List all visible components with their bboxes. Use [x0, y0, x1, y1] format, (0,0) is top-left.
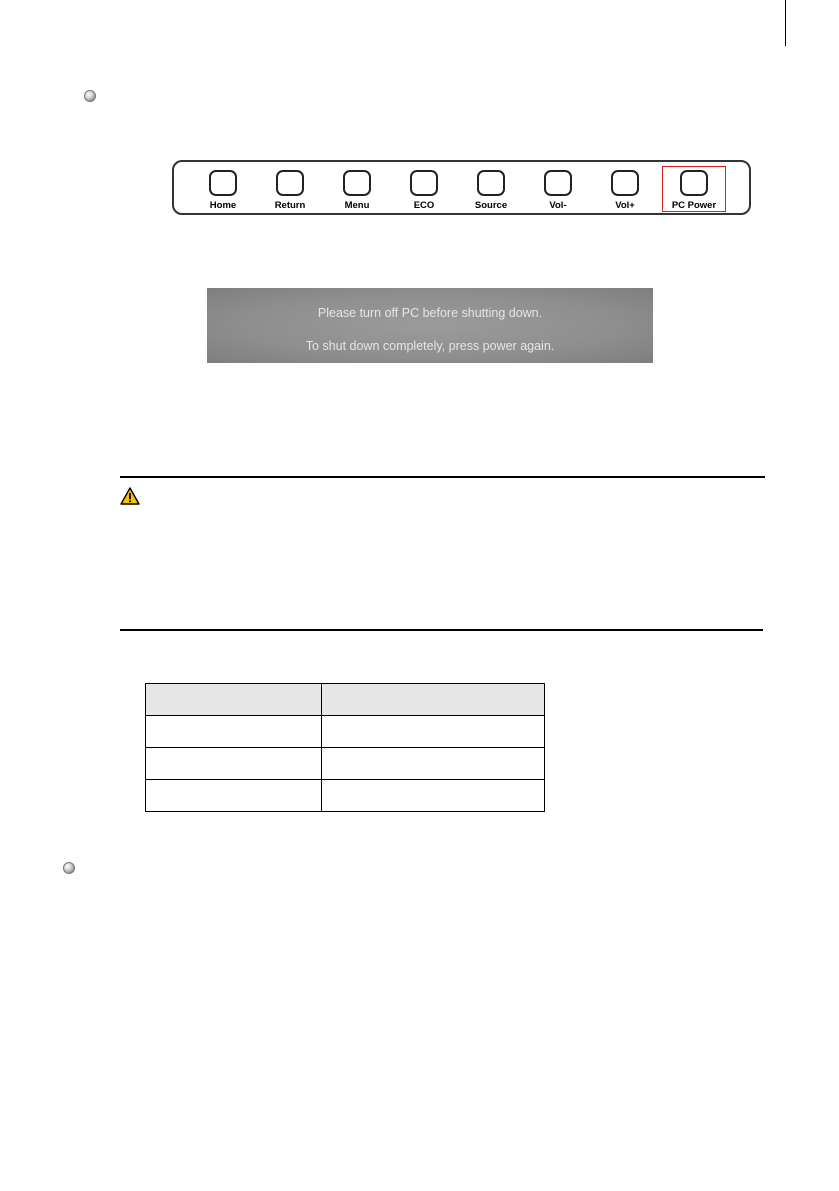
- panel-button-label: Vol+: [615, 200, 635, 211]
- table-header-cell: [146, 684, 322, 716]
- vol-up-key-icon: [611, 170, 639, 196]
- panel-button-label: ECO: [413, 200, 435, 211]
- table-header-cell: [322, 684, 545, 716]
- button-panel-diagram: [172, 160, 751, 215]
- panel-button-label: Menu: [344, 200, 370, 211]
- panel-button-vol-down: [524, 170, 592, 214]
- pc-power-key-icon: [680, 170, 708, 196]
- panel-button-label: Vol-: [549, 200, 567, 211]
- panel-button-label: PC Power: [671, 200, 717, 211]
- shutdown-message-line-1: Please turn off PC before shutting down.: [317, 306, 543, 320]
- panel-button-label: Home: [209, 200, 237, 211]
- table-cell: [146, 780, 322, 812]
- home-key-icon: [209, 170, 237, 196]
- table-row: [146, 748, 545, 780]
- panel-button-label: Source: [474, 200, 508, 211]
- panel-button-vol-up: [591, 170, 659, 214]
- section-bullet-icon: [84, 90, 96, 102]
- table-cell: [322, 716, 545, 748]
- menu-key-icon: [343, 170, 371, 196]
- section-bullet-icon: [63, 862, 75, 874]
- page-edge-mark: [785, 0, 786, 46]
- caution-top-rule: [120, 476, 765, 478]
- table-cell: [322, 780, 545, 812]
- table-cell: [322, 748, 545, 780]
- panel-button-pc-power: [660, 170, 728, 214]
- eco-key-icon: [410, 170, 438, 196]
- info-table: [145, 683, 545, 812]
- table-cell: [146, 716, 322, 748]
- vol-down-key-icon: [544, 170, 572, 196]
- caution-bottom-rule: [120, 629, 763, 631]
- table-cell: [146, 748, 322, 780]
- warning-triangle-icon: [120, 487, 140, 505]
- panel-button-home: [189, 170, 257, 214]
- source-key-icon: [477, 170, 505, 196]
- panel-button-label: Return: [274, 200, 306, 211]
- panel-button-menu: [323, 170, 391, 214]
- table-row: [146, 780, 545, 812]
- panel-button-source: [457, 170, 525, 214]
- panel-button-return: [256, 170, 324, 214]
- table-row: [146, 716, 545, 748]
- table-header-row: [146, 684, 545, 716]
- panel-button-eco: [390, 170, 458, 214]
- return-key-icon: [276, 170, 304, 196]
- shutdown-message-screenshot: [207, 288, 653, 363]
- shutdown-message-line-2: To shut down completely, press power again.: [305, 339, 555, 353]
